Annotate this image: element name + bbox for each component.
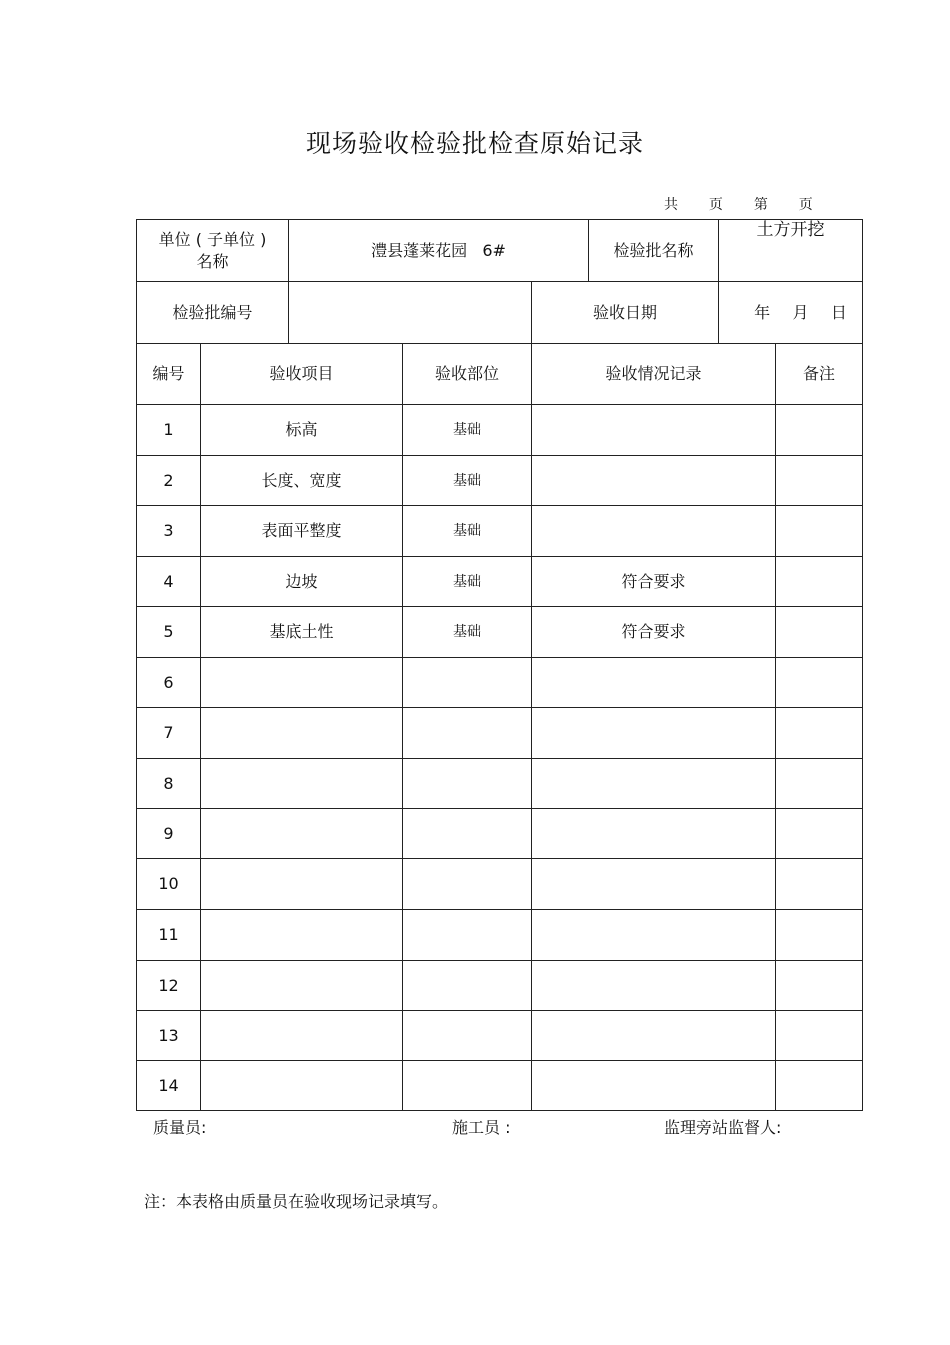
row-record[interactable]: [532, 809, 775, 858]
page-unit-label: 页: [708, 197, 723, 213]
grid-line: [136, 343, 863, 344]
row-number: 9: [163, 823, 174, 843]
row-number: 7: [163, 723, 174, 742]
row-remark[interactable]: [776, 658, 862, 707]
grid-line: [136, 219, 137, 1111]
grid-line: [288, 281, 289, 343]
page-total-label: 共: [664, 197, 678, 213]
grid-line: [136, 1110, 863, 1111]
column-header-item: 验收项目: [269, 364, 334, 383]
row-number: 5: [163, 622, 174, 641]
row-remark[interactable]: [776, 557, 862, 606]
column-header-number: 编号: [152, 364, 185, 383]
row-item[interactable]: [201, 859, 402, 909]
grid-line: [136, 808, 863, 809]
column-header-record: 验收情况记录: [605, 364, 702, 383]
row-part[interactable]: [403, 809, 531, 858]
row-record[interactable]: 符合要求: [621, 571, 686, 591]
grid-line: [531, 343, 532, 1111]
column-header-remark: 备注: [802, 364, 835, 383]
grid-line: [136, 1060, 863, 1061]
row-item[interactable]: [201, 759, 402, 808]
grid-line: [200, 343, 201, 1111]
grid-line: [136, 909, 863, 910]
row-remark[interactable]: [776, 859, 862, 909]
row-number: 4: [163, 571, 174, 591]
row-part[interactable]: 基础: [453, 573, 481, 590]
row-remark[interactable]: [776, 607, 862, 657]
row-number: 13: [158, 1025, 179, 1045]
row-remark[interactable]: [776, 910, 862, 960]
row-remark[interactable]: [776, 759, 862, 808]
row-item[interactable]: [201, 708, 402, 758]
grid-line: [775, 343, 776, 1111]
row-item[interactable]: [201, 809, 402, 858]
grid-line: [402, 343, 403, 1111]
supervisor-label: 监理旁站监督人:: [664, 1118, 782, 1137]
row-record[interactable]: [532, 658, 775, 707]
row-number: 10: [158, 874, 179, 893]
row-item[interactable]: [201, 658, 402, 707]
row-record[interactable]: [532, 1011, 775, 1060]
batch-number-label: 检验批编号: [172, 302, 253, 322]
row-item[interactable]: [201, 1061, 402, 1110]
row-number: 1: [163, 420, 174, 439]
row-number: 3: [163, 521, 174, 540]
page-counter: [664, 194, 813, 214]
grid-line: [136, 657, 863, 658]
grid-line: [588, 219, 589, 281]
row-number: 12: [158, 975, 179, 995]
grid-line: [136, 1010, 863, 1011]
row-part[interactable]: [403, 910, 531, 960]
date-day: 日: [830, 302, 847, 322]
grid-line: [136, 556, 863, 557]
acceptance-date-value[interactable]: [719, 282, 862, 343]
row-remark[interactable]: [776, 961, 862, 1010]
grid-line: [862, 219, 863, 1111]
row-part[interactable]: [403, 658, 531, 707]
grid-line: [136, 606, 863, 607]
batch-name-label: 检验批名称: [613, 240, 694, 260]
row-item[interactable]: 长度、宽度: [261, 470, 342, 490]
row-part[interactable]: [403, 708, 531, 758]
grid-line: [136, 505, 863, 506]
row-record[interactable]: [532, 961, 775, 1010]
date-year: 年: [754, 302, 771, 322]
row-part[interactable]: 基础: [453, 523, 481, 539]
grid-line: [136, 455, 863, 456]
row-remark[interactable]: [776, 506, 862, 556]
constructor-label: 施工员 :: [452, 1118, 511, 1137]
row-record[interactable]: [532, 859, 775, 909]
row-part[interactable]: 基础: [453, 472, 481, 489]
row-item[interactable]: 表面平整度: [261, 521, 342, 540]
row-part[interactable]: [403, 961, 531, 1010]
grid-line: [288, 219, 289, 281]
row-number: 2: [163, 470, 174, 490]
row-remark[interactable]: [776, 1061, 862, 1110]
column-header-part: 验收部位: [434, 364, 499, 383]
row-remark[interactable]: [776, 809, 862, 858]
row-item[interactable]: [201, 961, 402, 1010]
row-record[interactable]: [532, 759, 775, 808]
grid-line: [531, 281, 532, 343]
row-part[interactable]: [403, 759, 531, 808]
grid-line: [136, 404, 863, 405]
quality-inspector-label: 质量员:: [153, 1118, 207, 1137]
row-record[interactable]: 符合要求: [621, 622, 686, 641]
row-item[interactable]: 基底土性: [269, 622, 334, 641]
row-remark[interactable]: [776, 456, 862, 505]
row-part[interactable]: [403, 859, 531, 909]
row-number: 6: [163, 672, 174, 692]
row-record[interactable]: [532, 910, 775, 960]
row-record[interactable]: [532, 1061, 775, 1110]
row-remark[interactable]: [776, 708, 862, 758]
grid-line: [718, 281, 719, 343]
row-number: 8: [163, 773, 174, 793]
grid-line: [136, 281, 863, 282]
row-remark[interactable]: [776, 1011, 862, 1060]
row-part[interactable]: 基础: [453, 624, 481, 640]
unit-name-value[interactable]: 澧县蓬莱花园 6#: [371, 240, 506, 260]
grid-line: [718, 219, 719, 281]
page-title: 现场验收检验批检查原始记录: [305, 129, 644, 158]
row-record[interactable]: [532, 456, 775, 505]
batch-name-value[interactable]: 土方开挖: [756, 220, 825, 240]
grid-line: [136, 858, 863, 859]
row-record[interactable]: [532, 506, 775, 556]
grid-line: [136, 960, 863, 961]
batch-number-value[interactable]: [289, 282, 530, 343]
unit-name-label: 单位 ( 子单位 ) 名称: [158, 229, 267, 271]
date-month: 月: [792, 302, 809, 322]
grid-line: [136, 758, 863, 759]
row-item[interactable]: [201, 910, 402, 960]
row-item[interactable]: [201, 1011, 402, 1060]
row-record[interactable]: [532, 708, 775, 758]
row-record[interactable]: [532, 405, 775, 455]
grid-line: [136, 707, 863, 708]
row-item[interactable]: 边坡: [285, 571, 318, 591]
row-remark[interactable]: [776, 405, 862, 455]
row-part[interactable]: [403, 1061, 531, 1110]
inspection-table: [136, 219, 863, 1111]
row-number: 11: [158, 925, 179, 944]
page-nth-label: 第: [753, 197, 768, 213]
row-part[interactable]: [403, 1011, 531, 1060]
grid-line: [136, 219, 863, 220]
row-part[interactable]: 基础: [453, 422, 481, 438]
row-item[interactable]: 标高: [285, 420, 318, 439]
table-note: 注：本表格由质量员在验收现场记录填写。: [144, 1192, 449, 1211]
acceptance-date-label: 验收日期: [592, 302, 657, 322]
page-unit-label: 页: [798, 197, 813, 213]
row-number: 14: [158, 1075, 179, 1095]
